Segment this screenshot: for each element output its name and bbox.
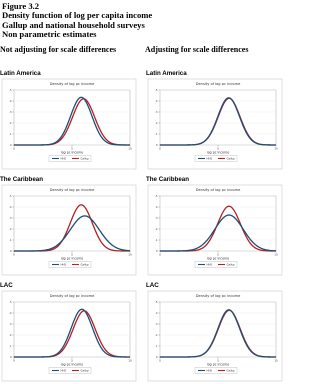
panel-caribbean-unadjusted: [0, 176, 138, 276]
x-tick-label: 10: [128, 146, 132, 151]
legend-label: Gallup: [226, 369, 235, 373]
y-tick-label: 0: [9, 356, 12, 359]
y-tick-label: .4: [9, 312, 12, 315]
y-tick-label: .4: [155, 206, 158, 209]
chart-title: Density of log pc income: [195, 188, 241, 192]
y-tick-label: .2: [155, 122, 158, 125]
panel-lac-unadjusted: [0, 282, 138, 382]
chart-title: Density of log pc income: [49, 294, 95, 298]
x-tick-label: 10: [274, 252, 278, 257]
x-axis-label: log pc income: [60, 256, 84, 261]
y-tick-label: .1: [155, 239, 158, 242]
x-tick-label: 5: [71, 358, 73, 363]
x-tick-label: 0: [13, 146, 15, 151]
x-tick-label: 10: [274, 146, 278, 151]
x-tick-label: 10: [274, 358, 278, 363]
x-tick-label: 0: [13, 358, 15, 363]
y-tick-label: .4: [155, 312, 158, 315]
legend-label: Gallup: [80, 157, 89, 161]
x-tick-label: 5: [217, 146, 219, 151]
x-axis-label: log pc income: [206, 150, 230, 155]
y-tick-label: .3: [155, 111, 158, 114]
y-tick-label: .5: [9, 195, 12, 198]
x-tick-label: 0: [159, 252, 161, 257]
density-chart: [146, 79, 284, 170]
density-chart: [146, 185, 284, 276]
y-tick-label: .1: [9, 239, 12, 242]
y-tick-label: .2: [155, 228, 158, 231]
y-tick-label: .1: [9, 133, 12, 136]
region-label: LAC: [0, 282, 13, 289]
y-tick-label: .5: [9, 301, 12, 304]
density-chart: [0, 291, 138, 382]
y-tick-label: 0: [155, 250, 158, 253]
panel-latin-america-unadjusted: [0, 70, 138, 170]
x-axis-label: log pc income: [60, 362, 84, 367]
legend-label: HHS: [60, 263, 67, 267]
region-label: The Caribbean: [0, 176, 43, 183]
y-tick-label: .1: [155, 345, 158, 348]
y-tick-label: .5: [155, 89, 158, 92]
figure-title-line: Non parametric estimates: [2, 28, 97, 39]
legend-label: Gallup: [226, 157, 235, 161]
y-tick-label: .3: [155, 323, 158, 326]
legend-label: HHS: [60, 157, 67, 161]
panel-caribbean-adjusted: [146, 176, 284, 276]
x-tick-label: 10: [128, 358, 132, 363]
x-tick-label: 0: [159, 146, 161, 151]
y-tick-label: .3: [9, 217, 12, 220]
y-tick-label: .5: [155, 301, 158, 304]
y-tick-label: .2: [9, 122, 12, 125]
legend-label: HHS: [206, 369, 213, 373]
x-axis-label: log pc income: [60, 150, 84, 155]
chart-title: Density of log pc income: [195, 82, 241, 86]
x-tick-label: 0: [13, 252, 15, 257]
chart-title: Density of log pc income: [195, 294, 241, 298]
chart-title: Density of log pc income: [49, 188, 95, 192]
region-label: Latin America: [146, 70, 187, 77]
y-tick-label: .1: [9, 345, 12, 348]
y-tick-label: 0: [9, 250, 12, 253]
plot-area: [14, 302, 130, 357]
figure-title-line: Figure 3.2: [2, 1, 40, 11]
column-header-unadjusted: Not adjusting for scale differences: [0, 45, 117, 54]
y-tick-label: .3: [9, 323, 12, 326]
chart-title: Density of log pc income: [49, 82, 95, 86]
figure-title-line: Density function of log per capita income: [2, 10, 153, 21]
y-tick-label: 0: [155, 144, 158, 147]
y-tick-label: .5: [9, 89, 12, 92]
y-tick-label: .4: [155, 100, 158, 103]
density-chart: [0, 185, 138, 276]
y-tick-label: .4: [9, 206, 12, 209]
x-tick-label: 0: [159, 358, 161, 363]
x-tick-label: 10: [128, 252, 132, 257]
x-tick-label: 5: [71, 252, 73, 257]
y-tick-label: .3: [9, 111, 12, 114]
panel-latin-america-adjusted: [146, 70, 284, 170]
y-tick-label: .3: [155, 217, 158, 220]
x-tick-label: 5: [71, 146, 73, 151]
panel-lac-adjusted: [146, 282, 284, 382]
y-tick-label: .2: [9, 228, 12, 231]
legend-label: HHS: [206, 157, 213, 161]
x-tick-label: 5: [217, 358, 219, 363]
column-header-adjusted: Adjusting for scale differences: [145, 45, 249, 54]
region-label: The Caribbean: [146, 176, 189, 183]
y-tick-label: 0: [155, 356, 158, 359]
y-tick-label: .4: [9, 100, 12, 103]
y-tick-label: .2: [9, 334, 12, 337]
y-tick-label: 0: [9, 144, 12, 147]
density-chart: [0, 79, 138, 170]
region-label: LAC: [146, 282, 159, 289]
legend-label: Gallup: [226, 263, 235, 267]
density-chart: [146, 291, 284, 382]
legend-label: HHS: [206, 263, 213, 267]
x-axis-label: log pc income: [206, 362, 230, 367]
plot-area: [14, 196, 130, 251]
y-tick-label: .1: [155, 133, 158, 136]
y-tick-label: .5: [155, 195, 158, 198]
region-label: Latin America: [0, 70, 41, 77]
figure-title: [2, 2, 152, 39]
x-tick-label: 5: [217, 252, 219, 257]
figure-title-line: Gallup and national household surveys: [2, 19, 145, 30]
legend-label: Gallup: [80, 263, 89, 267]
y-tick-label: .2: [155, 334, 158, 337]
legend-label: Gallup: [80, 369, 89, 373]
legend-label: HHS: [60, 369, 67, 373]
x-axis-label: log pc income: [206, 256, 230, 261]
